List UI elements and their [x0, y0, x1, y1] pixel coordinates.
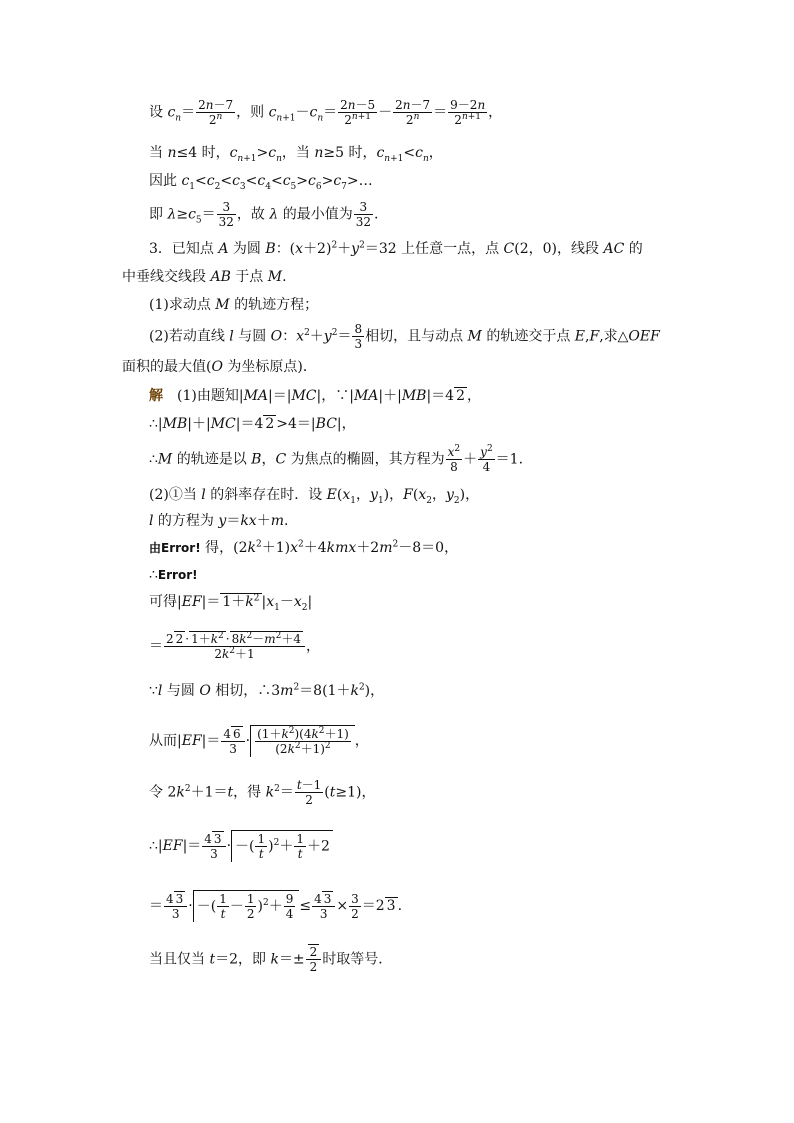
line-6: 中垂线交线段 AB 于点 M. — [122, 269, 287, 285]
line-12: ∴M 的轨迹是以 B，C 为焦点的椭圆，其方程为 $\frac{x^2}{8}$ ＋ $\frac{y^2}{4}$ ＝1. — [149, 444, 524, 474]
line-22: ∴|EF|＝ $\frac{4 3}{3}$ · －( $\frac{1}{t}$ )$^2$＋ $\frac{1}{t}$ ＋2 — [149, 830, 333, 862]
line-3: 因此 $c_1<c_2<c_3<c_4<c_5>c_6>c_7>\dots$ — [149, 173, 373, 192]
line-5: 3．已知点 A 为圆 B：$(x+2)^2+y^2=32$ 上任意一点，点 C(2，0)，线段 AC 的 — [149, 240, 643, 257]
line-10: 解 (1)由题知|MA|＝|MC|，∵|MA|＋|MB|＝4 2 ， — [149, 388, 481, 404]
line-17: 可得$|EF|= 1+k^2$ $|x_1-x_2|$ — [149, 593, 313, 613]
line-20: 从而|EF|＝ $\frac{4 6}{3}$ · $\frac{(1+k^2)(4k^2+1)}{(2k^2+1)^2}$ ， — [149, 726, 369, 756]
line-4: 即 $\lambda\ge c_5=$ $\frac{3}{32}$ ，故 λ 的最小值为 $\frac{3}{32}$ . — [149, 200, 379, 229]
line-11: ∴|MB|＋|MC|＝4 2 >4＝|BC|， — [149, 416, 356, 432]
line-21: 令 $2k^2+1=t$，得 $k^2=$ $\frac{t-1}{2}$ (t≥1)， — [149, 778, 376, 807]
line-2: 当 n≤4 时，$c_{n+1}>c_n$，当 n≥5 时，$c_{n+1}<c_n$， — [149, 145, 443, 164]
line-8: (2)若动直线 l 与圆 O：$x^2+y^2=$ $\frac{8}{3}$ 相切，且与动点 M 的轨迹交于点 E,F,求△OEF — [149, 322, 660, 351]
line-14: l 的方程为 y＝kx＋m. — [149, 513, 289, 529]
line-24: 当且仅当 t＝2，即 k＝± $\frac{2}{2}$ 时取等号． — [149, 945, 393, 974]
line-15: 由Error! 得，$(2k^2+1)x^2+4kmx+2m^2-8=0$， — [149, 539, 459, 556]
line-1: 设 $c_n=$ $\frac{2n-7}{2^n}$ ，则 $c_{n+1}-c_n=$ $\frac{2n-5}{2^{n+1}}$ － $\frac{2n-7}{2^n}$ ＝ $\frac{9-2n}{2^{n+1}}$ ， — [149, 98, 503, 127]
line-16: ∴Error! — [149, 567, 198, 583]
line-13: (2)①当 l 的斜率存在时．设 $E(x_1$，$y_1$)，$F(x_2$，$y_2$)， — [149, 487, 480, 506]
line-9: 面积的最大值(O 为坐标原点)． — [122, 359, 317, 375]
line-23: ＝ $\frac{4 3}{3}$ · －( $\frac{1}{t}$ － $\frac{1}{2}$ )$^2$＋ $\frac{9}{4}$ ≤ $\frac{4 3}{3}$ × $\frac{3}{2}$ ＝2 3 . — [149, 891, 403, 921]
line-19: ∵l 与圆 O 相切，$\therefore 3m^2=8(1+k^2)$， — [149, 682, 385, 699]
line-18: ＝ $\frac{2 2 \cdot 1+k^2 \cdot 8k^2-m^2+4}{2k^2+1}$ ， — [149, 631, 321, 661]
line-7: (1)求动点 M 的轨迹方程； — [149, 297, 319, 313]
